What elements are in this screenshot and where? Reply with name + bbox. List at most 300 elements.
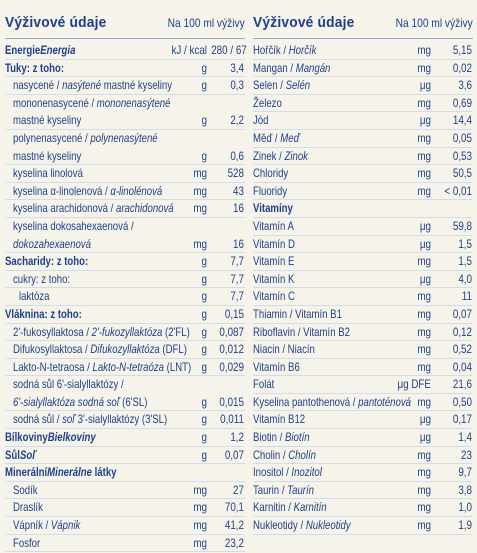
right-title: Výživové údaje — [253, 14, 355, 31]
nutrient-name-part: Vitamín D — [253, 236, 295, 251]
nutrient-row — [253, 306, 473, 324]
nutrient-name — [13, 148, 81, 166]
nutrient-unit: μg — [419, 236, 431, 251]
nutrient-name-part: z toho: — [47, 306, 82, 321]
nutrient-name-part: cukry: — [13, 271, 39, 286]
nutrient-name-part: Draslík — [13, 500, 43, 515]
nutrient-name-italic: Biotín — [285, 430, 310, 445]
nutrient-name — [13, 499, 43, 517]
nutrient-name-part: kyselina arachidonová / — [13, 201, 116, 216]
nutrient-name-italic: Horčík — [288, 43, 317, 57]
nutrient-value: 5,15 — [452, 43, 472, 57]
nutrient-row — [253, 499, 473, 517]
nutrient-name — [13, 200, 174, 218]
nutrient-name — [5, 306, 82, 324]
nutrient-name-part: látky — [91, 465, 117, 480]
nutrient-value: < 0,01 — [444, 183, 472, 198]
nutrient-unit: mg — [417, 500, 431, 515]
nutrient-name-part: Mangan / — [253, 60, 296, 75]
nutrient-name — [253, 376, 274, 394]
right-rows — [253, 42, 473, 535]
nutrient-name-italic: mononenasýtené — [96, 95, 171, 110]
nutrient-name — [253, 359, 300, 377]
nutrient-row — [5, 200, 245, 218]
nutrient-name-part: Lakto-N-tetraosa / — [13, 359, 93, 374]
nutrient-row — [5, 95, 245, 113]
nutrient-name-part: (6'SL) — [119, 394, 148, 409]
nutrient-unit: mg — [417, 342, 431, 357]
nutrient-value: 0,015 — [219, 394, 244, 409]
nutrient-value: 1,0 — [458, 500, 472, 515]
nutrient-name-part: Vitamín C — [253, 289, 295, 304]
nutrient-name-part: polynenasycené / — [13, 130, 91, 145]
nutrient-name — [19, 288, 49, 306]
nutrient-unit: mg — [417, 183, 431, 198]
nutrient-name-part: Selen / — [253, 78, 286, 93]
nutrient-name — [253, 165, 288, 183]
nutrient-name-italic: nasýtené — [62, 78, 102, 93]
nutrient-unit: g — [201, 412, 207, 427]
nutrient-unit: mg — [417, 148, 431, 163]
nutrient-value: 0,53 — [452, 148, 472, 163]
nutrient-value: 43 — [233, 183, 244, 198]
nutrient-name-italic: Mangán — [295, 60, 331, 75]
nutrient-name-part: Biotin / — [253, 430, 286, 445]
nutrient-name — [253, 42, 316, 60]
nutrient-row — [253, 271, 473, 289]
nutrient-name-part: Jód — [253, 113, 269, 128]
nutrient-name-italic: soľ — [62, 412, 75, 427]
nutrient-name-part: Energie — [5, 43, 41, 57]
nutrient-row — [5, 429, 245, 447]
nutrient-name — [5, 464, 117, 482]
nutrient-name-part: (DFL) — [159, 342, 187, 357]
nutrient-unit: g — [201, 289, 207, 304]
nutrient-name-part: Thiamin / Vitamín B1 — [253, 306, 342, 321]
nutrient-row — [253, 183, 473, 201]
nutrient-value: 4,0 — [458, 271, 472, 286]
nutrient-value: 0,69 — [452, 95, 472, 110]
nutrient-value: 59,8 — [452, 218, 472, 233]
nutrient-unit: μg — [419, 271, 431, 286]
nutrient-value: 0,04 — [452, 359, 472, 374]
nutrient-name-part: kyselina α-linolenová / — [13, 183, 111, 198]
nutrient-value: 1,5 — [458, 254, 472, 269]
nutrient-name — [253, 341, 315, 359]
nutrient-row — [253, 376, 473, 394]
nutrient-name-italic: 2'-fukozyllaktóza — [91, 324, 163, 339]
nutrient-row — [253, 464, 473, 482]
nutrient-name — [13, 130, 158, 148]
nutrient-row — [253, 411, 473, 429]
nutrient-name-italic: Bielkoviny — [47, 430, 96, 445]
nutrient-name-part: nasycené / — [13, 78, 63, 93]
nutrient-name-italic: Selén — [285, 78, 311, 93]
nutrient-name-part: Niacin / Niacín — [253, 342, 315, 357]
nutrient-name — [13, 112, 81, 130]
nutrient-name — [253, 482, 314, 500]
nutrient-value: 528 — [227, 166, 244, 181]
nutrient-name-part: Vitamín B12 — [253, 412, 306, 427]
right-column — [253, 14, 473, 535]
nutrient-row — [253, 148, 473, 166]
nutrient-row — [253, 60, 473, 78]
nutrient-row — [253, 341, 473, 359]
nutrient-name-part: Fosfor — [13, 535, 41, 550]
nutrient-unit: μg — [419, 218, 431, 233]
nutrient-name-italic: Zinok — [284, 148, 308, 163]
nutrient-name-italic: α-linolénová — [110, 183, 163, 198]
nutrient-name — [253, 236, 295, 254]
nutrient-value: 0,07 — [452, 306, 472, 321]
nutrient-name — [253, 112, 268, 130]
nutrient-name-italic: Cholín — [288, 447, 316, 462]
nutrient-name — [13, 341, 187, 359]
nutrient-name-italic: Soľ — [19, 447, 37, 462]
nutrient-name — [253, 324, 350, 342]
nutrient-value: 7,7 — [230, 254, 244, 269]
left-title: Výživové údaje — [5, 14, 107, 31]
nutrient-row — [5, 288, 245, 306]
nutrient-unit: g — [201, 113, 207, 128]
nutrient-name-italic: Vápnik — [50, 518, 81, 533]
nutrient-value: 21,6 — [452, 377, 472, 392]
nutrient-name — [13, 376, 124, 394]
nutrient-row — [5, 236, 245, 254]
nutrient-unit: mg — [193, 535, 207, 550]
nutrient-name-part: (LNT) — [164, 359, 192, 374]
nutrient-name-italic: dokozahexaenová — [13, 236, 91, 251]
nutrient-row — [5, 130, 245, 148]
nutrient-name-italic: 6'-sialyllaktóza sodná soľ — [13, 394, 120, 409]
nutrient-unit: mg — [193, 236, 207, 251]
nutrient-unit: g — [201, 306, 207, 321]
nutrient-name — [5, 429, 96, 447]
nutrient-value: 0,12 — [452, 324, 472, 339]
nutrient-row — [253, 200, 473, 218]
nutrient-row — [5, 499, 245, 517]
nutrient-row — [253, 359, 473, 377]
nutrient-name-italic: Karnitín — [293, 500, 327, 515]
nutrient-name-part: Vitamín K — [253, 271, 295, 286]
nutrient-value: 3,8 — [458, 482, 472, 497]
nutrient-unit: mg — [417, 518, 431, 533]
nutrient-name-part: Vitamín A — [253, 218, 294, 233]
nutrient-row — [253, 236, 473, 254]
nutrient-row — [253, 42, 473, 60]
nutrient-name-italic: Energia — [40, 43, 76, 57]
nutrient-unit: g — [201, 271, 207, 286]
nutrient-unit: mg — [417, 43, 431, 57]
nutrient-name-part: Sodík — [13, 482, 38, 497]
nutrient-name — [13, 77, 172, 95]
nutrient-name — [253, 148, 308, 166]
nutrient-value: 41,2 — [224, 518, 244, 533]
nutrient-unit: μg — [419, 78, 431, 93]
nutrient-name-part: sodná sůl 6'-sialyllaktózy / — [13, 377, 124, 392]
nutrient-name-part: Tuky: — [5, 60, 30, 75]
nutrient-name — [253, 429, 310, 447]
nutrient-name — [253, 411, 305, 429]
nutrient-name — [253, 464, 322, 482]
nutrient-name-part: Měď / — [253, 130, 281, 145]
nutrient-unit: μg — [419, 412, 431, 427]
nutrient-name — [13, 183, 162, 201]
nutrient-unit: μg — [419, 430, 431, 445]
nutrient-name — [13, 359, 191, 377]
nutrient-unit: g — [201, 342, 207, 357]
nutrient-unit: g — [201, 254, 207, 269]
nutrient-name-part: Fluoridy — [253, 183, 288, 198]
nutrient-row — [5, 411, 245, 429]
nutrient-row — [5, 394, 245, 412]
nutrient-name — [253, 200, 293, 218]
nutrient-name-part: kyselina dokosahexaenová / — [13, 218, 134, 233]
nutrient-row — [253, 429, 473, 447]
nutrient-value: 1,5 — [458, 236, 472, 251]
nutrient-value: 0,15 — [224, 306, 244, 321]
nutrient-name — [253, 130, 300, 148]
nutrient-name — [13, 271, 70, 289]
nutrient-value: 14,4 — [452, 113, 472, 128]
nutrient-value: 11 — [461, 289, 472, 304]
nutrient-name — [253, 499, 327, 517]
nutrient-row — [253, 482, 473, 500]
nutrient-unit: mg — [417, 130, 431, 145]
nutrient-unit: mg — [417, 166, 431, 181]
nutrient-value: 7,7 — [230, 271, 244, 286]
nutrient-name-part: mastné kyseliny — [101, 78, 173, 93]
nutrient-row — [253, 288, 473, 306]
right-unit-header: Na 100 ml výživy — [395, 16, 473, 30]
nutrient-name-part: Vitamín E — [253, 254, 295, 269]
nutrient-name-part: Cholin / — [253, 447, 289, 462]
nutrient-name-part: Inositol / — [253, 465, 292, 480]
nutrient-name — [253, 183, 287, 201]
nutrient-row — [5, 271, 245, 289]
nutrient-name-part: sodná sůl / — [13, 412, 63, 427]
nutrient-name-part: laktóza — [19, 289, 50, 304]
nutrient-value: 1,2 — [230, 430, 244, 445]
nutrient-name — [253, 60, 330, 78]
nutrient-name-part: Taurin / — [253, 482, 288, 497]
nutrient-value: 70,1 — [224, 500, 244, 515]
nutrient-name-italic: polynenasýtené — [90, 130, 158, 145]
nutrient-unit: mg — [417, 95, 431, 110]
nutrient-unit: mg — [417, 306, 431, 321]
nutrient-unit: mg — [417, 482, 431, 497]
nutrient-unit: mg — [193, 482, 207, 497]
nutrient-name-part: Chloridy — [253, 166, 289, 181]
nutrient-row — [5, 447, 245, 465]
nutrient-name-part: mastné kyseliny — [13, 113, 82, 128]
nutrient-name-part: z toho: — [29, 60, 65, 75]
nutrient-row — [253, 447, 473, 465]
nutrient-name-part: Bílkoviny — [5, 430, 48, 445]
nutrient-name-italic: Inozitol — [291, 465, 322, 480]
nutrient-unit: g — [201, 447, 207, 462]
nutrient-row — [5, 341, 245, 359]
nutrient-name-part: z toho: — [54, 254, 89, 269]
nutrient-row — [253, 218, 473, 236]
nutrient-name — [13, 95, 170, 113]
nutrient-unit: μg DFE — [397, 377, 431, 392]
nutrient-row — [5, 112, 245, 130]
nutrient-unit: g — [201, 148, 207, 163]
nutrient-unit: g — [201, 324, 207, 339]
nutrient-unit: mg — [417, 254, 431, 269]
nutrient-value: 16 — [233, 236, 244, 251]
nutrient-name — [13, 218, 134, 236]
nutrient-value: 0,17 — [452, 412, 472, 427]
nutrient-name-part: Karnitin / — [253, 500, 294, 515]
nutrient-unit: mg — [193, 201, 207, 216]
nutrient-name — [253, 517, 351, 535]
nutrient-row — [253, 394, 473, 412]
nutrient-row — [5, 535, 245, 553]
nutrient-value: 0,3 — [230, 78, 244, 93]
nutrient-name — [5, 253, 88, 271]
nutrient-row — [5, 376, 245, 394]
nutrient-name — [253, 77, 310, 95]
left-column — [5, 14, 245, 552]
nutrient-name — [5, 447, 36, 465]
nutrient-unit: g — [201, 359, 207, 374]
nutrient-row — [5, 148, 245, 166]
nutrient-unit: g — [201, 60, 207, 75]
nutrient-name — [13, 165, 83, 183]
nutrient-row — [5, 60, 245, 78]
nutrient-name-italic: Difukozyllaktóza — [90, 342, 160, 357]
nutrient-name-part: Vápník / — [13, 518, 51, 533]
nutrient-unit: mg — [417, 289, 431, 304]
nutrient-row — [5, 42, 245, 60]
nutrient-name — [253, 271, 294, 289]
nutrient-unit: g — [201, 78, 207, 93]
nutrient-unit: kJ / kcal — [171, 43, 207, 57]
nutrient-name-italic: pantoténová — [358, 394, 411, 409]
nutrient-name-part: Zinek / — [253, 148, 285, 163]
nutrient-name-italic: Minerálne — [47, 465, 92, 480]
nutrient-row — [253, 165, 473, 183]
nutrient-unit: mg — [417, 465, 431, 480]
nutrient-name-part: mononenasycené / — [13, 95, 97, 110]
nutrient-name-part: mastné kyseliny — [13, 148, 82, 163]
nutrient-row — [5, 324, 245, 342]
nutrient-name — [253, 288, 295, 306]
nutrient-name — [5, 42, 75, 60]
nutrient-row — [253, 517, 473, 535]
nutrient-name — [13, 236, 91, 254]
nutrient-value: 7,7 — [230, 289, 244, 304]
nutrient-name-part: Železo — [253, 95, 282, 110]
nutrient-unit: mg — [417, 359, 431, 374]
nutrient-unit: mg — [193, 500, 207, 515]
nutrient-unit: g — [201, 430, 207, 445]
nutrient-name — [13, 324, 190, 342]
nutrient-name — [13, 394, 147, 412]
nutrient-value: 27 — [233, 482, 244, 497]
nutrient-unit: g — [201, 394, 207, 409]
nutrient-unit: mg — [417, 394, 431, 409]
nutrient-name — [253, 394, 411, 412]
nutrient-name-part: Riboflavin / Vitamín B2 — [253, 324, 350, 339]
nutrient-value: 2,2 — [230, 113, 244, 128]
nutrient-name-part: Nukleotidy / — [253, 518, 306, 533]
nutrient-value: 280 / 67 — [211, 43, 247, 57]
nutrient-unit: mg — [417, 324, 431, 339]
nutrient-value: 0,011 — [220, 412, 244, 427]
nutrient-name — [13, 517, 80, 535]
nutrient-value: 0,02 — [452, 60, 472, 75]
nutrient-value: 0,52 — [452, 342, 472, 357]
nutrient-name — [253, 95, 282, 113]
nutrient-value: 0,07 — [224, 447, 244, 462]
nutrient-row — [5, 77, 245, 95]
nutrient-row — [253, 77, 473, 95]
nutrient-row — [5, 517, 245, 535]
nutrient-name-part: Sacharidy: — [5, 254, 55, 269]
nutrient-name-part: Kyselina pantothenová / — [253, 394, 359, 409]
nutrient-name-part: Vláknina: — [5, 306, 48, 321]
nutrient-name-italic: arachidonová — [116, 201, 174, 216]
nutrient-row — [253, 130, 473, 148]
nutrient-value: 1,4 — [458, 430, 472, 445]
nutrient-name-part: Hořčík / — [253, 43, 289, 57]
nutrient-name-italic: Nukleotidy — [305, 518, 351, 533]
nutrient-value: 23 — [461, 447, 472, 462]
nutrient-value: 23,2 — [224, 535, 244, 550]
nutrient-value: 16 — [233, 201, 244, 216]
nutrient-name — [5, 60, 64, 78]
nutrient-row — [5, 464, 245, 482]
nutrient-row — [253, 253, 473, 271]
nutrient-name-part: 2'-fukosyllaktosa / — [13, 324, 92, 339]
nutrient-value: 50,5 — [452, 166, 472, 181]
nutrient-unit: mg — [193, 518, 207, 533]
nutrient-name-part: Difukosyllaktosa / — [13, 342, 91, 357]
nutrient-row — [253, 112, 473, 130]
nutrient-name-italic: Lakto-N-tetraóza — [92, 359, 164, 374]
nutrient-name-italic: Meď — [280, 130, 300, 145]
nutrient-row — [253, 324, 473, 342]
nutrient-row — [5, 218, 245, 236]
nutrient-name-part: z toho: — [38, 271, 71, 286]
nutrient-value: 3,4 — [230, 60, 244, 75]
nutrient-name-part: Minerální — [5, 465, 48, 480]
nutrient-name-part: kyselina linolová — [13, 166, 83, 181]
nutrient-name — [253, 218, 294, 236]
nutrient-name — [13, 411, 167, 429]
nutrient-value: 0,6 — [230, 148, 244, 163]
nutrient-row — [5, 306, 245, 324]
nutrient-name-part: Sůl — [5, 447, 20, 462]
nutrient-row — [5, 253, 245, 271]
left-unit-header: Na 100 ml výživy — [167, 16, 245, 30]
nutrient-value: 3,6 — [458, 78, 472, 93]
right-header — [253, 14, 473, 39]
nutrient-value: 0,087 — [219, 324, 244, 339]
nutrient-row — [5, 165, 245, 183]
nutrient-name — [13, 482, 38, 500]
nutrient-name-part: Vitamíny — [253, 201, 293, 216]
nutrient-name — [253, 306, 342, 324]
nutrient-row — [5, 482, 245, 500]
nutrient-row — [5, 183, 245, 201]
nutrient-name-part: Vitamín B6 — [253, 359, 300, 374]
nutrient-unit: mg — [193, 166, 207, 181]
nutrient-value: 0,05 — [452, 130, 472, 145]
